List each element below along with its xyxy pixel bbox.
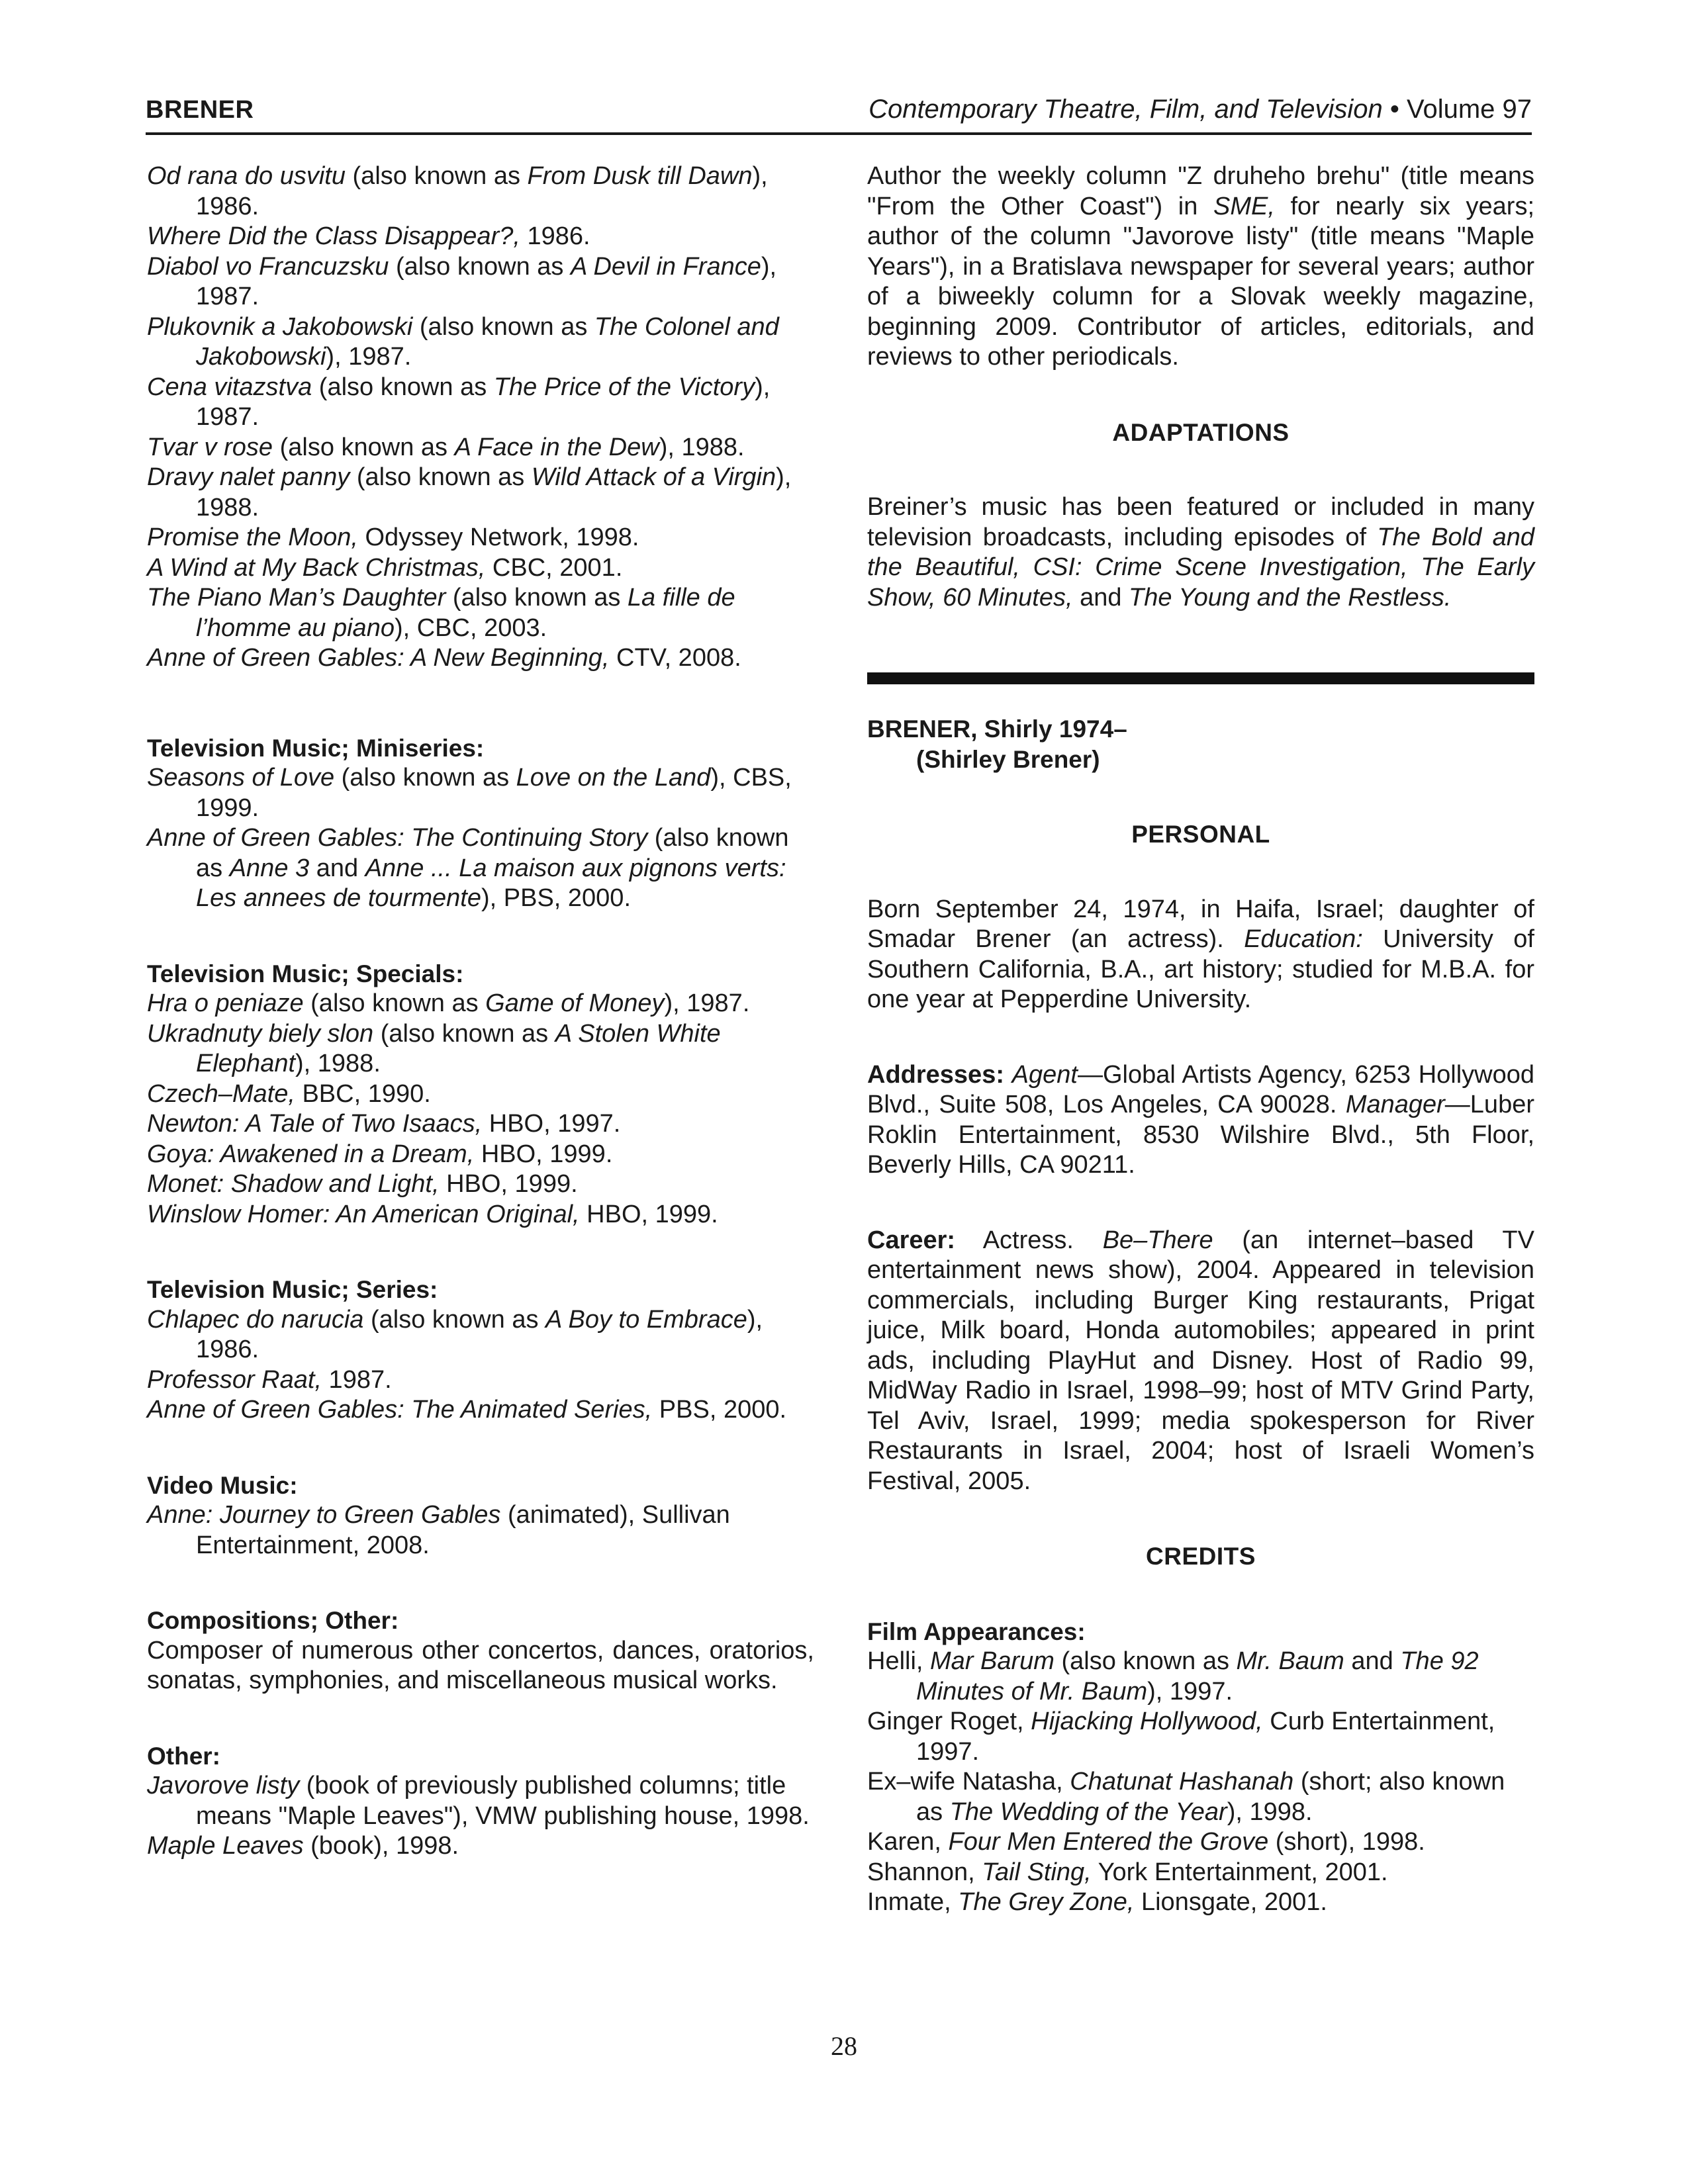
right-column [867, 161, 1534, 1918]
list-item: Ex–wife Natasha, Chatunat Hashanah (short; also known as The Wedding of the Year), 1998. [867, 1768, 1505, 1826]
entry-alias: (Shirley Brener) [916, 745, 1100, 773]
list-item: Inmate, The Grey Zone, Lionsgate, 2001. [867, 1888, 1327, 1916]
specials-heading: Television Music; Specials: [147, 960, 464, 987]
page-number: 28 [831, 2031, 857, 2061]
video-music-heading: Video Music: [147, 1471, 298, 1499]
film-music-list [147, 161, 814, 674]
list-item: Maple Leaves (book), 1998. [147, 1832, 459, 1860]
career-text: Career: Actress. Be–There (an internet–based TV entertainment news show), 2004. Appeared in television commercials, including Burger King restaurants, Prigat juice, Milk board, Honda automobiles; appeared in print ads, including PlayHut and Disney. Host of Radio 99, MidWay Radio in Israel, 1998–99; host of MTV Grind Party, Tel Aviv, Israel, 1999; media spokesperson for River Restaurants in Israel, 2004; host of Israeli Women’s Festival, 2005. [867, 1226, 1534, 1495]
personal-text: Born September 24, 1974, in Haifa, Israel; daughter of Smadar Brener (an actress). Education: University of Southern California, B.A., art history; studied for M.B.A. for one year at Pepperdine University. [867, 895, 1534, 1013]
list-item: Czech–Mate, BBC, 1990. [147, 1079, 431, 1108]
personal-heading: PERSONAL [1131, 821, 1270, 848]
adaptations-heading: ADAPTATIONS [1112, 418, 1289, 446]
list-item: Javorove listy (book of previously published columns; title means "Maple Leaves"), VMW publishing house, 1998. [147, 1772, 810, 1830]
compositions-text: Composer of numerous other concertos, dances, oratorios, sonatas, symphonies, and miscellaneous musical works. [147, 1636, 814, 1694]
entry-divider [867, 672, 1534, 684]
list-item: A Wind at My Back Christmas, CBC, 2001. [147, 553, 623, 582]
list-item: Karen, Four Men Entered the Grove (short), 1998. [867, 1828, 1425, 1856]
list-item: The Piano Man’s Daughter (also known as La fille de l’homme au piano), CBC, 2003. [147, 584, 735, 642]
list-item: Ukradnuty biely slon (also known as A Stolen White Elephant), 1988. [147, 1019, 721, 1077]
other-heading: Other: [147, 1742, 220, 1770]
film-appearances-heading: Film Appearances: [867, 1617, 1086, 1645]
list-item: Cena vitazstva (also known as The Price of the Victory), 1987. [147, 373, 771, 431]
compositions-heading: Compositions; Other: [147, 1607, 399, 1634]
addresses-text: Addresses: Agent—Global Artists Agency, 6253 Hollywood Blvd., Suite 508, Los Angeles, CA 90028. Manager—Luber Roklin Entertainment, 8530 Wilshire Blvd., 5th Floor, Beverly Hills, CA 90211. [867, 1060, 1535, 1179]
miniseries-heading: Television Music; Miniseries: [147, 734, 485, 762]
list-item: Chlapec do narucia (also known as A Boy to Embrace), 1986. [147, 1305, 763, 1363]
list-item: Seasons of Love (also known as Love on the Land), CBS, 1999. [147, 764, 792, 822]
list-item: Monet: Shadow and Light, HBO, 1999. [147, 1170, 578, 1198]
list-item: Professor Raat, 1987. [147, 1365, 392, 1394]
list-item: Plukovnik a Jakobowski (also known as The Colonel and Jakobowski), 1987. [147, 312, 779, 371]
adaptations-text: Breiner’s music has been featured or included in many television broadcasts, including episodes of The Bold and the Beautiful, CSI: Crime Scene Investigation, The Early Show, 60 Minutes, and The Young and the Restless. [867, 493, 1534, 612]
list-item: Od rana do usvitu (also known as From Dusk till Dawn), 1986. [147, 162, 768, 220]
list-item: Promise the Moon, Odyssey Network, 1998. [147, 523, 639, 551]
writings-text: Author the weekly column "Z druheho brehu" (title means "From the Other Coast") in SME, for nearly six years; author of the column "Javorove listy" (title means "Maple Years"), in a Bratislava newspaper for several years; author of a biweekly column for a Slovak weekly magazine, beginning 2009. Contributor of articles, editorials, and reviews to other periodicals. [867, 162, 1535, 371]
list-item: Diabol vo Francuzsku (also known as A Devil in France), 1987. [147, 252, 777, 310]
list-item: Winslow Homer: An American Original, HBO, 1999. [147, 1200, 718, 1228]
list-item: Hra o peniaze (also known as Game of Money), 1987. [147, 989, 750, 1017]
entry-name: BRENER, Shirly 1974– [867, 715, 1127, 743]
list-item: Dravy nalet panny (also known as Wild Attack of a Virgin), 1988. [147, 463, 792, 522]
list-item: Shannon, Tail Sting, York Entertainment, 2001. [867, 1858, 1388, 1886]
list-item: Anne of Green Gables: The Continuing Story (also known as Anne 3 and Anne ... La maison aux pignons verts: Les annees de tourmente), PBS, 2000. [147, 824, 789, 912]
list-item: Goya: Awakened in a Dream, HBO, 1999. [147, 1140, 613, 1168]
list-item: Anne of Green Gables: A New Beginning, CTV, 2008. [147, 644, 741, 672]
credits-heading: CREDITS [1146, 1543, 1256, 1570]
running-head-name: BRENER [146, 96, 254, 124]
left-column [147, 161, 814, 1862]
list-item: Ginger Roget, Hijacking Hollywood, Curb Entertainment, 1997. [867, 1707, 1495, 1766]
running-head-title: Contemporary Theatre, Film, and Television • Volume 97 [868, 95, 1532, 124]
running-head [146, 89, 1532, 135]
list-item: Helli, Mar Barum (also known as Mr. Baum and The 92 Minutes of Mr. Baum), 1997. [867, 1647, 1479, 1706]
list-item: Anne: Journey to Green Gables (animated), Sullivan Entertainment, 2008. [147, 1501, 730, 1559]
list-item: Anne of Green Gables: The Animated Series, PBS, 2000. [147, 1396, 787, 1424]
series-heading: Television Music; Series: [147, 1276, 438, 1303]
list-item: Tvar v rose (also known as A Face in the Dew), 1988. [147, 433, 745, 461]
list-item: Where Did the Class Disappear?, 1986. [147, 222, 590, 250]
list-item: Newton: A Tale of Two Isaacs, HBO, 1997. [147, 1110, 621, 1138]
